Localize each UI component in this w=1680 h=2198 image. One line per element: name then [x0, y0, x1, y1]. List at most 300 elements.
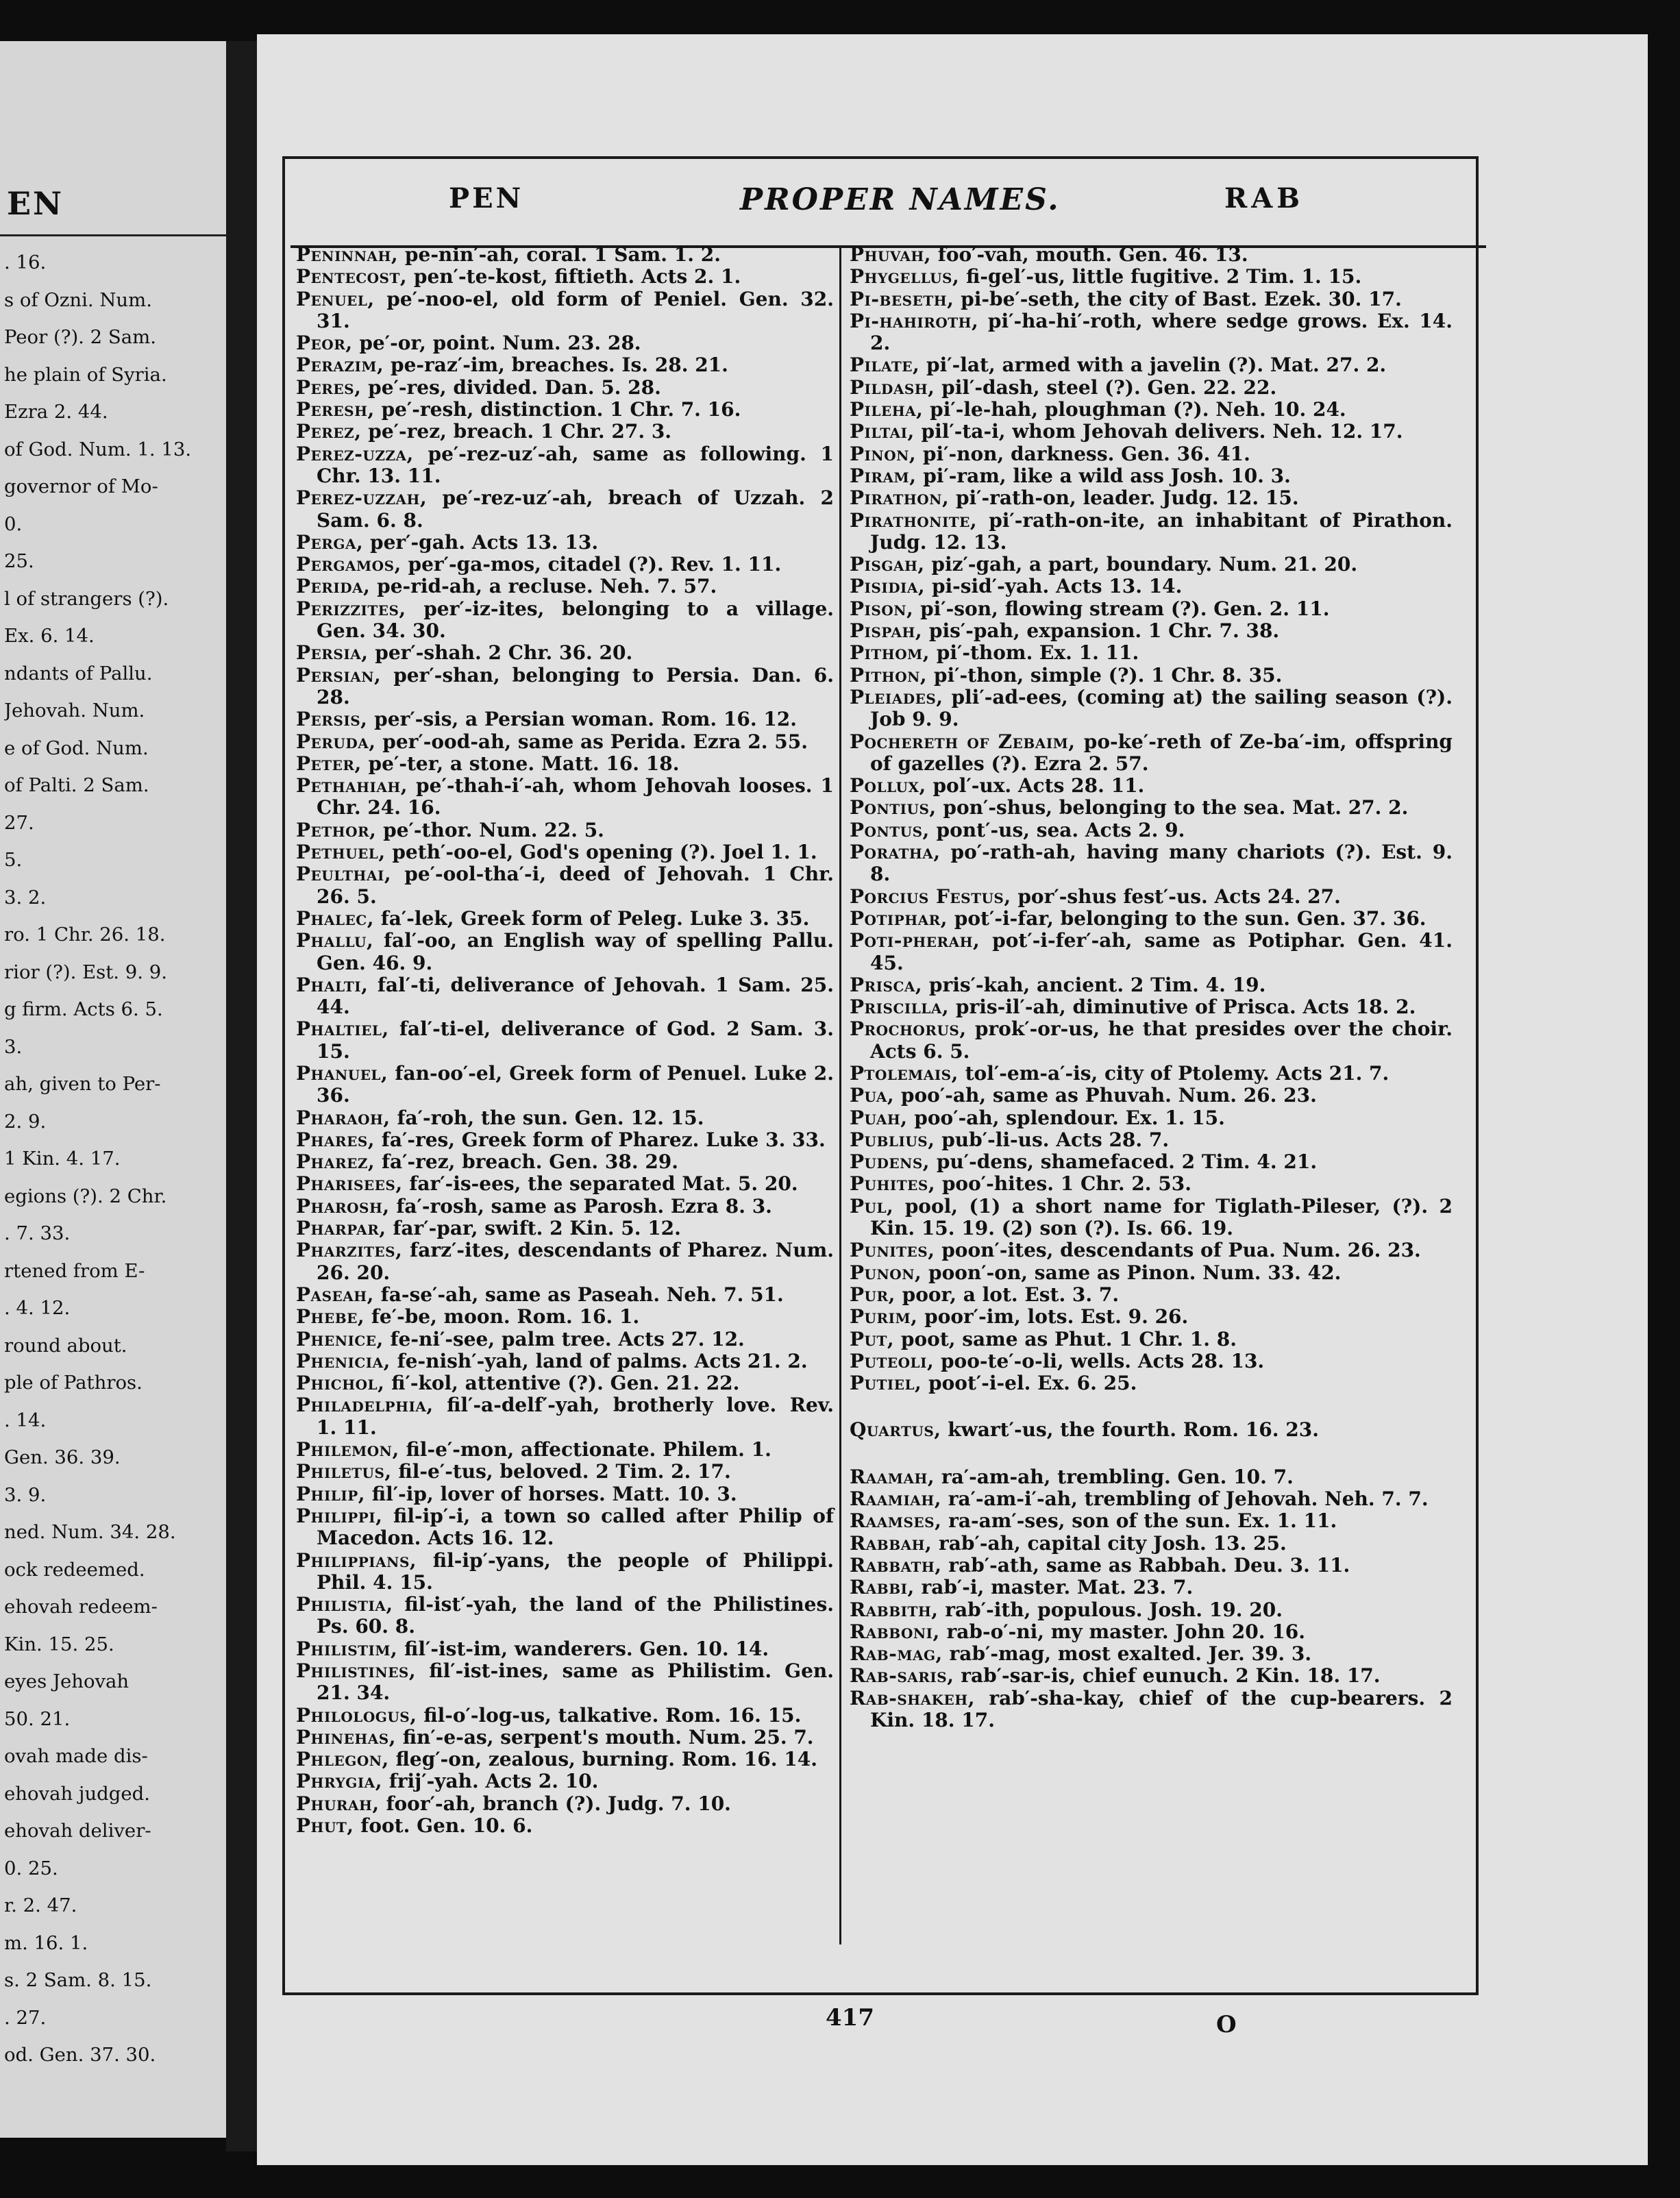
entry-headword: Persis,: [296, 708, 368, 731]
entry-definition: farz′-ites, descendants of Pharez. Num. 26. 20.: [317, 1239, 835, 1284]
facing-page-line: 0. 25.: [4, 1857, 58, 1879]
facing-page-line: l of strangers (?).: [4, 587, 169, 610]
entry-definition: peth′-oo-el, God's opening (?). Joel 1. 1.: [392, 841, 817, 864]
dictionary-entry: [850, 421, 1453, 443]
entry-headword: Punites,: [850, 1239, 935, 1262]
dictionary-entry: [296, 1505, 834, 1550]
entry-definition: rab′-ath, same as Rabbah. Deu. 3. 11.: [948, 1553, 1350, 1577]
entry-headword: Pilate,: [850, 354, 920, 377]
entry-definition: fi′-kol, attentive (?). Gen. 21. 22.: [391, 1372, 740, 1395]
entry-definition: far′-par, swift. 2 Kin. 5. 12.: [393, 1217, 681, 1240]
dictionary-entry: [850, 731, 1453, 776]
signature-mark: O: [1216, 2011, 1237, 2038]
dictionary-entry: [296, 1594, 834, 1638]
entry-headword: Perez-uzza,: [296, 442, 414, 465]
dictionary-entry: [850, 665, 1453, 687]
entry-headword: Pithon,: [850, 663, 928, 687]
dictionary-entry: [850, 510, 1453, 554]
dictionary-entry: [850, 930, 1453, 974]
dictionary-entry: [296, 1705, 834, 1727]
entry-headword: Phalec,: [296, 906, 374, 930]
dictionary-entry: [296, 332, 834, 354]
entry-headword: Perez-uzzah,: [296, 486, 428, 510]
dictionary-entry: [296, 1329, 834, 1350]
dictionary-entry: [296, 974, 834, 1019]
entry-headword: Pethahiah,: [296, 774, 408, 798]
facing-page-line: 3. 9.: [4, 1483, 47, 1506]
entry-definition: pi-be′-seth, the city of Bast. Ezek. 30. 17.: [961, 287, 1402, 310]
running-head-title: PROPER NAMES.: [740, 182, 1061, 217]
facing-page-line: 5.: [4, 849, 23, 871]
entry-definition: pe-raz′-im, breaches. Is. 28. 21.: [391, 354, 728, 377]
entry-definition: fal′-ti, deliverance of Jehovah. 1 Sam. 25. 44.: [317, 973, 834, 1019]
entry-definition: pi-sid′-yah. Acts 13. 14.: [931, 575, 1183, 598]
entry-headword: Pharpar,: [296, 1217, 386, 1240]
entry-headword: Phichol,: [296, 1372, 385, 1395]
entry-headword: Rabboni,: [850, 1620, 940, 1643]
entry-headword: Philadelphia,: [296, 1394, 434, 1417]
facing-page-line: Ex. 6. 14.: [4, 625, 95, 647]
entry-definition: poot, same as Phut. 1 Chr. 1. 8.: [900, 1327, 1237, 1350]
entry-definition: pe′-noo-el, old form of Peniel. Gen. 32. 31.: [317, 287, 835, 332]
entry-headword: Philetus,: [296, 1460, 392, 1483]
dictionary-entry: [296, 421, 834, 443]
entry-definition: pi′-thom. Ex. 1. 11.: [936, 641, 1139, 665]
dictionary-entry: [296, 554, 834, 576]
entry-definition: prok′-or-us, he that presides over the choir. Acts 6. 5.: [870, 1017, 1453, 1063]
facing-page-line: rtened from E-: [4, 1259, 145, 1282]
dictionary-entry: [296, 708, 834, 730]
entry-headword: Persian,: [296, 663, 382, 687]
entry-definition: fil′-a-delf′-yah, brotherly love. Rev. 1. 11.: [317, 1394, 834, 1439]
entry-definition: pe-nin′-ah, coral. 1 Sam. 1. 2.: [404, 243, 721, 266]
entry-headword: Pildash,: [850, 375, 935, 399]
dictionary-entry: [850, 1533, 1453, 1555]
entry-definition: pool, (1) a short name for Tiglath-Pileser, (?). 2 Kin. 15. 19. (2) son (?). Is. 66. 19.: [870, 1194, 1453, 1240]
dictionary-entry: [296, 1727, 834, 1749]
facing-page-rule: [0, 234, 226, 236]
dictionary-entry: [850, 1466, 1453, 1488]
running-head-right: RAB: [1224, 182, 1305, 214]
dictionary-entry: [296, 1350, 834, 1372]
entry-definition: rab′-sar-is, chief eunuch. 2 Kin. 18. 17.: [961, 1664, 1381, 1688]
entry-definition: poot′-i-el. Ex. 6. 25.: [928, 1372, 1137, 1395]
entry-definition: pen′-te-kost, fiftieth. Acts 2. 1.: [413, 265, 741, 288]
dictionary-entry: [850, 1085, 1453, 1107]
entry-definition: fa′-rez, breach. Gen. 38. 29.: [381, 1150, 679, 1174]
entry-headword: Pua,: [850, 1084, 895, 1107]
entry-definition: pol′-ux. Acts 28. 11.: [932, 774, 1145, 798]
entry-headword: Pisgah,: [850, 553, 925, 576]
entry-headword: Pirathonite,: [850, 508, 978, 532]
entry-headword: Peres,: [296, 375, 362, 399]
entry-headword: Peter,: [296, 752, 362, 775]
entry-definition: fe-ni′-see, palm tree. Acts 27. 12.: [390, 1327, 745, 1350]
entry-headword: Rab-mag,: [850, 1642, 943, 1666]
entry-definition: fil′-ip, lover of horses. Matt. 10. 3.: [371, 1482, 737, 1505]
entry-headword: Phuvah,: [850, 243, 932, 266]
entry-definition: fal′-ti-el, deliverance of God. 2 Sam. 3. 15.: [317, 1017, 834, 1063]
entry-headword: Philistines,: [296, 1659, 417, 1682]
entry-headword: Prochorus,: [850, 1017, 967, 1041]
facing-page-line: egions (?). 2 Chr.: [4, 1185, 167, 1207]
entry-headword: Phares,: [296, 1128, 375, 1151]
dictionary-entry: [850, 465, 1453, 487]
dictionary-entry: [850, 487, 1453, 509]
running-head-left: PEN: [449, 182, 524, 214]
dictionary-entry: [850, 642, 1453, 664]
dictionary-entry: [296, 1461, 834, 1483]
entry-headword: Phalti,: [296, 973, 369, 996]
facing-page-line: ndants of Pallu.: [4, 662, 153, 684]
entry-definition: rab′-i, master. Mat. 23. 7.: [921, 1576, 1194, 1599]
dictionary-entry: [296, 1218, 834, 1239]
dictionary-entry: [296, 1638, 834, 1660]
entry-definition: pli′-ad-ees, (coming at) the sailing season (?). Job 9. 9.: [870, 685, 1453, 731]
entry-definition: pi′-le-hah, ploughman (?). Neh. 10. 24.: [930, 398, 1346, 421]
dictionary-entry: [850, 1419, 1453, 1441]
entry-definition: pe′-ter, a stone. Matt. 16. 18.: [368, 752, 680, 775]
entry-definition: po-ke′-reth of Ze-ba′-im, offspring of gazelles (?). Ezra 2. 57.: [870, 730, 1453, 775]
dictionary-entry: [296, 1770, 834, 1792]
dictionary-entry: [296, 1239, 834, 1284]
dictionary-entry: [850, 1329, 1453, 1350]
entry-definition: pe′-rez-uz′-ah, breach of Uzzah. 2 Sam. 6. 8.: [317, 486, 834, 532]
entry-definition: rab′-ah, capital city Josh. 13. 25.: [939, 1531, 1287, 1555]
entry-headword: Philistim,: [296, 1637, 398, 1660]
entry-headword: Pinon,: [850, 442, 917, 465]
entry-headword: Rabbi,: [850, 1576, 915, 1599]
entry-headword: Pethuel,: [296, 841, 386, 864]
entry-headword: Phebe,: [296, 1305, 365, 1329]
entry-headword: Phygellus,: [850, 265, 960, 288]
entry-definition: fil-e′-tus, beloved. 2 Tim. 2. 17.: [398, 1460, 731, 1483]
entry-definition: pi′-son, flowing stream (?). Gen. 2. 11.: [920, 597, 1330, 620]
dictionary-entry: [850, 1350, 1453, 1372]
entry-headword: Puah,: [850, 1106, 908, 1129]
entry-definition: fil-ip′-i, a town so called after Philip of Macedon. Acts 16. 12.: [317, 1504, 834, 1550]
entry-definition: pont′-us, sea. Acts 2. 9.: [936, 818, 1185, 841]
entry-headword: Pharaoh,: [296, 1106, 391, 1129]
entry-definition: fin′-e-as, serpent's mouth. Num. 25. 7.: [402, 1725, 814, 1749]
dictionary-entry: [296, 863, 834, 908]
entry-headword: Peninnah,: [296, 243, 399, 266]
facing-page-line: he plain of Syria.: [4, 363, 167, 386]
entry-definition: pe′-resh, distinction. 1 Chr. 7. 16.: [381, 398, 741, 421]
entry-definition: pot′-i-fer′-ah, same as Potiphar. Gen. 41. 45.: [870, 929, 1453, 974]
dictionary-entry: [850, 620, 1453, 642]
entry-definition: per′-iz-ites, belonging to a village. Gen. 34. 30.: [317, 597, 835, 643]
dictionary-entry: [850, 266, 1453, 288]
dictionary-entry: [850, 886, 1453, 908]
facing-page-line: 3.: [4, 1035, 23, 1058]
entry-headword: Pi-hahiroth,: [850, 309, 979, 332]
dictionary-entry: [850, 819, 1453, 841]
facing-page-line: r. 2. 47.: [4, 1894, 77, 1916]
entry-definition: pe′-thor. Num. 22. 5.: [383, 818, 604, 841]
entry-definition: per′-shah. 2 Chr. 36. 20.: [375, 641, 633, 665]
entry-definition: pe-rid-ah, a recluse. Neh. 7. 57.: [377, 575, 717, 598]
entry-headword: Pergamos,: [296, 553, 402, 576]
entry-definition: piz′-gah, a part, boundary. Num. 21. 20.: [931, 553, 1358, 576]
facing-page-line: eyes Jehovah: [4, 1670, 129, 1692]
facing-page-line: 27.: [4, 811, 34, 834]
dictionary-entry: [850, 1372, 1453, 1394]
entry-headword: Perga,: [296, 530, 364, 554]
entry-headword: Pileha,: [850, 398, 924, 421]
entry-headword: Rabbith,: [850, 1598, 939, 1621]
entry-headword: Purim,: [850, 1305, 918, 1329]
dictionary-entry: [296, 1483, 834, 1505]
entry-headword: Raamah,: [850, 1465, 935, 1488]
entry-headword: Perez,: [296, 420, 362, 443]
dictionary-entry: [296, 377, 834, 399]
entry-definition: pi′-ha-hi′-roth, where sedge grows. Ex. 14. 2.: [870, 309, 1453, 355]
facing-page-line: 50. 21.: [4, 1707, 71, 1730]
entry-headword: Philippi,: [296, 1504, 383, 1527]
dictionary-entry: [296, 266, 834, 288]
entry-definition: pi′-lat, armed with a javelin (?). Mat. 27. 2.: [926, 354, 1387, 377]
dictionary-entry: [296, 1129, 834, 1151]
entry-definition: poo-te′-o-li, wells. Acts 28. 13.: [940, 1349, 1265, 1372]
facing-page-line: of Palti. 2 Sam.: [4, 774, 149, 796]
dictionary-entry: [296, 1749, 834, 1770]
facing-page-line: e of God. Num.: [4, 737, 149, 759]
entry-headword: Pirathon,: [850, 486, 950, 510]
entry-headword: Phut,: [296, 1814, 354, 1838]
dictionary-entry: [850, 687, 1453, 731]
dictionary-entry: [850, 598, 1453, 620]
facing-page-line: ned. Num. 34. 28.: [4, 1521, 176, 1543]
facing-page-line: ro. 1 Chr. 26. 18.: [4, 924, 166, 946]
dictionary-entry: [850, 1239, 1453, 1261]
dictionary-entry: [850, 1107, 1453, 1129]
entry-definition: poor′-im, lots. Est. 9. 26.: [924, 1305, 1189, 1329]
entry-headword: Rabbath,: [850, 1553, 942, 1577]
entry-definition: foot. Gen. 10. 6.: [360, 1814, 533, 1838]
dictionary-entry: [850, 554, 1453, 576]
entry-headword: Philippians,: [296, 1548, 417, 1572]
entry-headword: Puteoli,: [850, 1349, 935, 1372]
entry-definition: pe′-rez, breach. 1 Chr. 27. 3.: [368, 420, 672, 443]
dictionary-entry: [850, 996, 1453, 1018]
dictionary-entry: [850, 775, 1453, 797]
facing-page-line: g firm. Acts 6. 5.: [4, 998, 163, 1020]
dictionary-entry: [296, 1151, 834, 1173]
entry-headword: Pleiades,: [850, 685, 943, 708]
entry-definition: per′-shan, belonging to Persia. Dan. 6. 28.: [317, 663, 835, 708]
dictionary-entry: [296, 642, 834, 664]
dictionary-entry: [850, 1151, 1453, 1173]
dictionary-entry: [850, 310, 1453, 355]
entry-definition: fal′-oo, an English way of spelling Pallu. Gen. 46. 9.: [317, 929, 835, 974]
entry-headword: Phurah,: [296, 1792, 380, 1815]
dictionary-entry: [850, 443, 1453, 465]
entry-headword: Pisidia,: [850, 575, 926, 598]
entry-headword: Pison,: [850, 597, 914, 620]
facing-page-line: ah, given to Per-: [4, 1073, 161, 1095]
entry-headword: Ptolemais,: [850, 1061, 959, 1085]
entry-definition: fil′-ist-ines, same as Philistim. Gen. 21. 34.: [317, 1659, 835, 1705]
entry-definition: ra-am′-ses, son of the sun. Ex. 1. 11.: [948, 1509, 1337, 1533]
entry-headword: Potiphar,: [850, 906, 948, 930]
dictionary-entry: [296, 1439, 834, 1461]
dictionary-entry: [296, 775, 834, 819]
dictionary-entry: [296, 1660, 834, 1705]
dictionary-entry: [850, 908, 1453, 930]
facing-page-line: round about.: [4, 1334, 127, 1357]
section-gap: [850, 1442, 1453, 1466]
entry-definition: fa′-roh, the sun. Gen. 12. 15.: [397, 1106, 704, 1129]
dictionary-entry: [850, 974, 1453, 996]
entry-definition: fil-e′-mon, affectionate. Philem. 1.: [406, 1438, 771, 1461]
dictionary-entry: [296, 1550, 834, 1594]
entry-definition: fil-ip′-yans, the people of Philippi. Phil. 4. 15.: [317, 1548, 834, 1594]
entry-headword: Publius,: [850, 1128, 935, 1151]
page-number: 417: [826, 2004, 874, 2032]
entry-definition: pub′-li-us. Acts 28. 7.: [941, 1128, 1170, 1151]
facing-page-line: Kin. 15. 25.: [4, 1633, 114, 1655]
dictionary-entry: [296, 532, 834, 554]
entry-headword: Phenicia,: [296, 1349, 391, 1372]
facing-page-line: 0.: [4, 513, 23, 535]
entry-definition: pi′-ram, like a wild ass Josh. 10. 3.: [923, 464, 1291, 487]
entry-definition: pil′-ta-i, whom Jehovah delivers. Neh. 12. 17.: [921, 420, 1403, 443]
entry-definition: per′-ood-ah, same as Perida. Ezra 2. 55.: [382, 730, 808, 753]
entry-definition: kwart′-us, the fourth. Rom. 16. 23.: [948, 1418, 1319, 1442]
facing-page-line: ehovah deliver-: [4, 1820, 151, 1842]
entry-definition: pe′-or, point. Num. 23. 28.: [359, 332, 641, 355]
dictionary-entry: [850, 244, 1453, 266]
facing-page-line: s. 2 Sam. 8. 15.: [4, 1969, 152, 1991]
entry-headword: Rab-shakeh,: [850, 1686, 975, 1709]
dictionary-entry: [850, 576, 1453, 597]
dictionary-entry: [296, 908, 834, 930]
facing-page-line: 3. 2.: [4, 886, 47, 909]
entry-headword: Pudens,: [850, 1150, 930, 1174]
dictionary-entry: [850, 1306, 1453, 1328]
entry-headword: Paseah,: [296, 1283, 374, 1306]
dictionary-entry: [850, 1173, 1453, 1195]
dictionary-entry: [850, 399, 1453, 421]
entry-headword: Penuel,: [296, 287, 375, 310]
entry-definition: pot′-i-far, belonging to the sun. Gen. 37. 36.: [954, 906, 1426, 930]
entry-definition: pe′-thah-i′-ah, whom Jehovah looses. 1 Chr. 24. 16.: [317, 774, 835, 819]
dictionary-entry: [296, 1793, 834, 1815]
facing-page-line: of God. Num. 1. 13.: [4, 438, 192, 460]
entry-definition: fan-oo′-el, Greek form of Penuel. Luke 2. 36.: [317, 1061, 835, 1107]
facing-page-line: ehovah redeem-: [4, 1596, 158, 1618]
entry-headword: Phanuel,: [296, 1061, 388, 1085]
entry-definition: pu′-dens, shamefaced. 2 Tim. 4. 21.: [936, 1150, 1318, 1174]
entry-definition: pris-il′-ah, diminutive of Prisca. Acts 18. 2.: [955, 996, 1416, 1019]
dictionary-entry: [296, 1107, 834, 1129]
entry-headword: Phenice,: [296, 1327, 384, 1350]
entries-right-column: [850, 244, 1453, 1731]
entry-headword: Pul,: [850, 1194, 894, 1218]
dictionary-entry: [850, 1488, 1453, 1510]
dictionary-entry: [850, 1018, 1453, 1063]
entry-headword: Piltai,: [850, 420, 915, 443]
column-rule: [839, 247, 841, 1944]
entry-headword: Pharzites,: [296, 1239, 403, 1262]
entry-definition: per′-gah. Acts 13. 13.: [370, 530, 599, 554]
entry-definition: pi′-rath-on-ite, an inhabitant of Pirathon. Judg. 12. 13.: [870, 508, 1453, 554]
entry-headword: Pentecost,: [296, 265, 408, 288]
entry-definition: per′-ga-mos, citadel (?). Rev. 1. 11.: [408, 553, 782, 576]
dictionary-entry: [296, 1063, 834, 1107]
entry-definition: pon′-shus, belonging to the sea. Mat. 27. 2.: [943, 796, 1409, 819]
entry-definition: far′-is-ees, the separated Mat. 5. 20.: [409, 1172, 798, 1196]
entry-definition: fa′-lek, Greek form of Peleg. Luke 3. 35.: [380, 906, 810, 930]
entry-headword: Poti-pherah,: [850, 929, 980, 952]
entry-definition: ra′-am-ah, trembling. Gen. 10. 7.: [941, 1465, 1294, 1488]
dictionary-entry: [296, 1284, 834, 1306]
entry-definition: poor, a lot. Est. 3. 7.: [902, 1283, 1120, 1306]
facing-page-line: Peor (?). 2 Sam.: [4, 326, 156, 348]
dictionary-entry: [296, 930, 834, 974]
dictionary-entry: [850, 1063, 1453, 1085]
facing-page-line: m. 16. 1.: [4, 1931, 88, 1954]
entry-definition: pis′-pah, expansion. 1 Chr. 7. 38.: [928, 619, 1280, 643]
dictionary-entry: [296, 288, 834, 333]
dictionary-entry: [296, 1306, 834, 1328]
dictionary-entry: [296, 819, 834, 841]
entry-headword: Philip,: [296, 1482, 366, 1505]
entries-left-column: [296, 244, 834, 1837]
entry-definition: fe′-be, moon. Rom. 16. 1.: [371, 1305, 640, 1329]
entry-definition: fa′-rosh, same as Parosh. Ezra 8. 3.: [396, 1194, 772, 1218]
entry-definition: rab-o′-ni, my master. John 20. 16.: [946, 1620, 1305, 1643]
entry-definition: rab′-sha-kay, chief of the cup-bearers. 2 Kin. 18. 17.: [870, 1686, 1453, 1731]
entry-headword: Persia,: [296, 641, 369, 665]
facing-page-line: rior (?). Est. 9. 9.: [4, 961, 168, 983]
entry-definition: foo′-vah, mouth. Gen. 46. 13.: [937, 243, 1248, 266]
entry-definition: pe′-ool-tha′-i, deed of Jehovah. 1 Chr. 26. 5.: [317, 863, 834, 908]
dictionary-entry: [296, 576, 834, 597]
entry-definition: foor′-ah, branch (?). Judg. 7. 10.: [386, 1792, 731, 1815]
entry-definition: por′-shus fest′-us. Acts 24. 27.: [1017, 885, 1341, 908]
entry-definition: rab′-ith, populous. Josh. 19. 20.: [945, 1598, 1283, 1621]
entry-headword: Pontius,: [850, 796, 937, 819]
entry-headword: Peor,: [296, 332, 353, 355]
entry-headword: Pharez,: [296, 1150, 375, 1174]
entry-headword: Phrygia,: [296, 1770, 382, 1793]
entry-definition: ra′-am-i′-ah, trembling of Jehovah. Neh. 7. 7.: [948, 1487, 1429, 1511]
dictionary-entry: [850, 377, 1453, 399]
entry-headword: Pi-beseth,: [850, 287, 954, 310]
entry-headword: Poratha,: [850, 841, 941, 864]
dictionary-entry: [296, 1173, 834, 1195]
dictionary-entry: [850, 288, 1453, 310]
facing-page-line: Gen. 36. 39.: [4, 1446, 121, 1468]
dictionary-entry: [296, 1018, 834, 1063]
dictionary-entry: [850, 1555, 1453, 1577]
entry-definition: fi-gel′-us, little fugitive. 2 Tim. 1. 15.: [965, 265, 1362, 288]
dictionary-entry: [850, 1196, 1453, 1240]
entry-headword: Pontus,: [850, 818, 930, 841]
entry-headword: Puhites,: [850, 1172, 936, 1196]
entry-definition: po′-rath-ah, having many chariots (?). Est. 9. 8.: [870, 841, 1453, 886]
facing-page-line: governor of Mo-: [4, 476, 158, 497]
entry-headword: Pithom,: [850, 641, 930, 665]
dictionary-entry: [296, 354, 834, 376]
entry-headword: Philemon,: [296, 1438, 399, 1461]
dictionary-entry: [296, 598, 834, 643]
facing-page-line: 25.: [4, 550, 34, 572]
facing-page-line: . 7. 33.: [4, 1222, 71, 1244]
facing-page-line: . 16.: [4, 251, 47, 273]
